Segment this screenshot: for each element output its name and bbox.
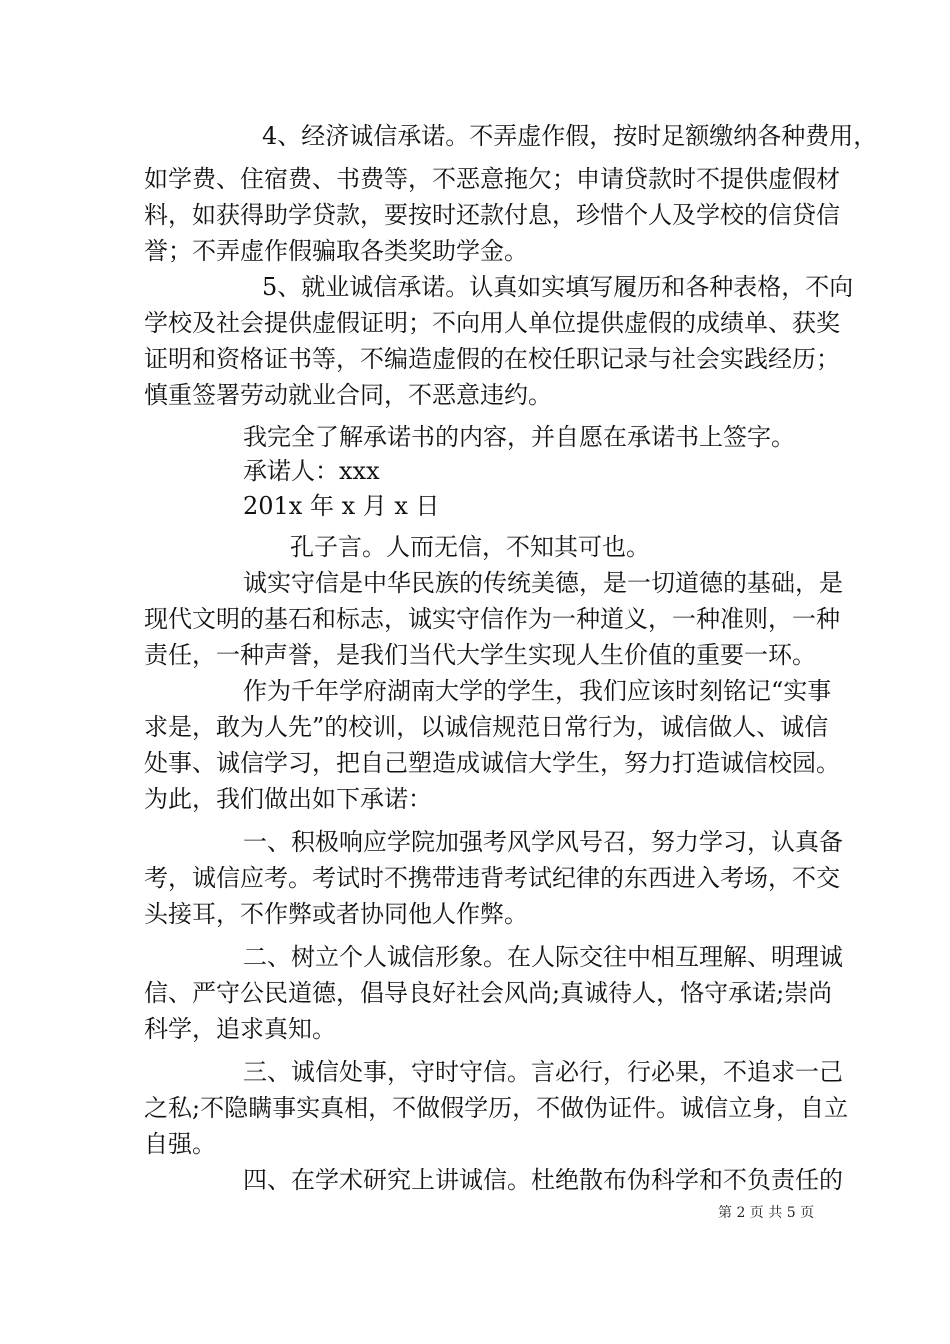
- paragraph-line: 求是，敢为人先”的校训，以诚信规范日常行为，诚信做人、诚信: [144, 713, 829, 741]
- paragraph-line: 料，如获得助学贷款，要按时还款付息，珍惜个人及学校的信贷信: [144, 201, 840, 229]
- paragraph-line: 5、就业诚信承诺。认真如实填写履历和各种表格，不向: [262, 273, 854, 301]
- paragraph-line: 一、积极响应学院加强考风学风号召，努力学习，认真备: [243, 828, 843, 856]
- paragraph-line: 为此，我们做出如下承诺：: [144, 785, 432, 813]
- paragraph-line: 考，诚信应考。考试时不携带违背考试纪律的东西进入考场，不交: [144, 864, 840, 892]
- paragraph-line: 慎重签署劳动就业合同，不恶意违约。: [144, 381, 552, 409]
- page-number-footer: 第 2 页 共 5 页: [718, 1205, 815, 1221]
- paragraph-line: 现代文明的基石和标志，诚实守信作为一种道义，一种准则，一种: [144, 605, 840, 633]
- paragraph-line: 誉；不弄虚作假骗取各类奖助学金。: [144, 237, 528, 265]
- quote-line: 孔子言。人而无信，不知其可也。: [290, 533, 650, 561]
- paragraph-line: 作为千年学府湖南大学的学生，我们应该时刻铭记“实事: [243, 677, 832, 705]
- paragraph-line: 如学费、住宿费、书费等，不恶意拖欠；申请贷款时不提供虚假材: [144, 165, 840, 193]
- paragraph-line: 三、诚信处事，守时守信。言必行，行必果，不追求一己: [243, 1058, 843, 1086]
- paragraph-line: 头接耳，不作弊或者协同他人作弊。: [144, 900, 528, 928]
- paragraph-line: 之私;不隐瞒事实真相，不做假学历，不做伪证件。诚信立身，自立: [144, 1094, 849, 1122]
- paragraph-line: 科学，追求真知。: [144, 1015, 336, 1043]
- paragraph-line: 4、经济诚信承诺。不弄虚作假，按时足额缴纳各种费用，: [262, 122, 878, 150]
- paragraph-line: 处事、诚信学习，把自己塑造成诚信大学生，努力打造诚信校园。: [144, 749, 840, 777]
- paragraph-line: 诚实守信是中华民族的传统美德，是一切道德的基础，是: [243, 569, 843, 597]
- paragraph-line: 二、树立个人诚信形象。在人际交往中相互理解、明理诚: [243, 943, 843, 971]
- paragraph-line: 学校及社会提供虚假证明；不向用人单位提供虚假的成绩单、获奖: [144, 309, 840, 337]
- paragraph-line: 证明和资格证书等，不编造虚假的在校任职记录与社会实践经历；: [144, 345, 840, 373]
- paragraph-line: 四、在学术研究上讲诚信。杜绝散布伪科学和不负责任的: [243, 1166, 843, 1194]
- date-line: 201x 年 x 月 x 日: [243, 492, 440, 520]
- paragraph-line: 信、严守公民道德，倡导良好社会风尚;真诚待人，恪守承诺;崇尚: [144, 979, 833, 1007]
- paragraph-line: 自强。: [144, 1130, 216, 1158]
- signer-line: 承诺人：xxx: [243, 457, 380, 485]
- paragraph-line: 责任，一种声誉，是我们当代大学生实现人生价值的重要一环。: [144, 641, 816, 669]
- paragraph-line: 我完全了解承诺书的内容，并自愿在承诺书上签字。: [243, 423, 795, 451]
